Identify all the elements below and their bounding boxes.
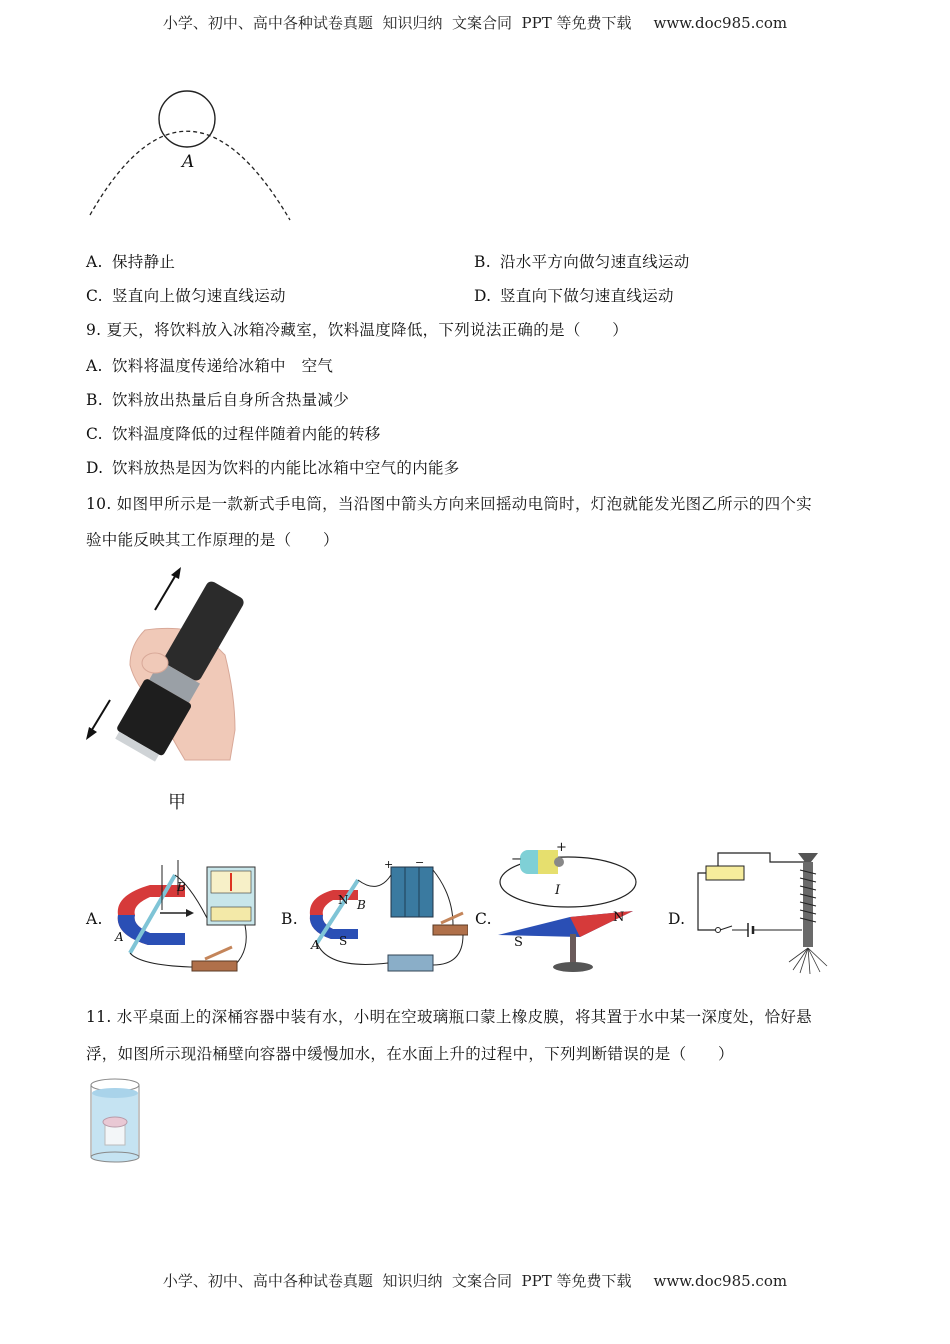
label-minus: − — [511, 852, 522, 867]
rubber-membrane — [103, 1117, 127, 1127]
label-b: B — [177, 880, 186, 894]
label-plus: + — [556, 840, 567, 855]
q11-stem-line1: 11. 水平桌面上的深桶容器中装有水，小明在空玻璃瓶口蒙上橡皮膜，将其置于水中某一深度处，恰好悬 — [86, 1008, 812, 1026]
label-b: B — [357, 898, 366, 912]
ball-circle — [159, 91, 215, 147]
q8-option-a[interactable]: A. 保持静止 — [86, 253, 176, 271]
label-s: S — [514, 935, 523, 950]
q9-stem: 9. 夏天，将饮料放入冰箱冷藏室，饮料温度降低，下列说法正确的是（ ） — [86, 321, 629, 339]
label-a: A — [115, 930, 124, 944]
switch-lever — [205, 947, 232, 959]
arrow-down-left-icon — [90, 700, 110, 733]
header-text: 小学、初中、高中各种试卷真题 知识归纳 文案合同 PPT 等免费下载 — [162, 14, 632, 32]
battery-pack — [391, 867, 433, 917]
q9-option-d[interactable]: D. 饮料放热是因为饮料的内能比冰箱中空气的内能多 — [86, 459, 460, 477]
q9-option-c[interactable]: C. 饮料温度降低的过程伴随着内能的转移 — [86, 425, 381, 443]
header-url[interactable]: www.doc985.com — [653, 14, 788, 32]
figure-jia-label: 甲 — [168, 792, 186, 813]
q10-stem-line2: 验中能反映其工作原理的是（ ） — [86, 531, 339, 549]
label-n: N — [613, 910, 625, 925]
label-a: A — [311, 938, 320, 952]
q10-option-a-figure — [110, 855, 270, 975]
footer-url[interactable]: www.doc985.com — [653, 1272, 788, 1290]
q11-stem-line2: 浮，如图所示现沿桶壁向容器中缓慢加水，在水面上升的过程中，下列判断错误的是（ ） — [86, 1045, 734, 1063]
iron-nail-head — [798, 853, 818, 862]
label-n: N — [338, 893, 349, 907]
switch-base — [433, 925, 468, 935]
q8-option-d[interactable]: D. 竖直向下做匀速直线运动 — [474, 287, 674, 305]
rheostat — [706, 866, 744, 880]
compass-stand — [570, 934, 576, 964]
q10-option-b-figure — [303, 855, 468, 980]
switch-base — [192, 961, 237, 971]
dashed-trajectory — [90, 131, 290, 220]
q8-option-b[interactable]: B. 沿水平方向做匀速直线运动 — [474, 253, 690, 271]
label-minus: − — [415, 856, 425, 869]
compass-base — [553, 962, 593, 972]
q10-stem-line1: 10. 如图甲所示是一款新式手电筒，当沿图中箭头方向来回摇动电筒时，灯泡就能发光图乙所示的四个实 — [86, 495, 812, 513]
footer-text: 小学、初中、高中各种试卷真题 知识归纳 文案合同 PPT 等免费下载 — [162, 1272, 632, 1290]
q8-option-c[interactable]: C. 竖直向上做匀速直线运动 — [86, 287, 286, 305]
rheostat — [388, 955, 433, 971]
point-a-label: A — [182, 152, 195, 172]
thumb-shape — [142, 653, 168, 673]
q9-option-a[interactable]: A. 饮料将温度传递给冰箱中 空气 — [86, 357, 334, 375]
attracted-pins — [789, 948, 827, 974]
current-label-i: I — [555, 883, 561, 898]
label-plus: + — [384, 858, 394, 871]
q10-option-d-letter[interactable]: D. — [668, 910, 686, 928]
q10-option-d-figure — [690, 848, 840, 978]
arrow-up-right-icon — [155, 573, 177, 610]
label-s: S — [339, 934, 348, 948]
q10-option-a-letter[interactable]: A. — [86, 910, 103, 928]
switch — [716, 928, 721, 933]
q10-option-c-letter[interactable]: C. — [475, 910, 492, 928]
q9-option-b[interactable]: B. 饮料放出热量后自身所含热量减少 — [86, 391, 350, 409]
page-header — [0, 12, 950, 33]
flashlight-hand-figure — [85, 565, 265, 780]
q10-option-b-letter[interactable]: B. — [281, 910, 298, 928]
beaker-with-bottle-figure — [88, 1075, 143, 1163]
page-footer — [0, 1270, 950, 1291]
